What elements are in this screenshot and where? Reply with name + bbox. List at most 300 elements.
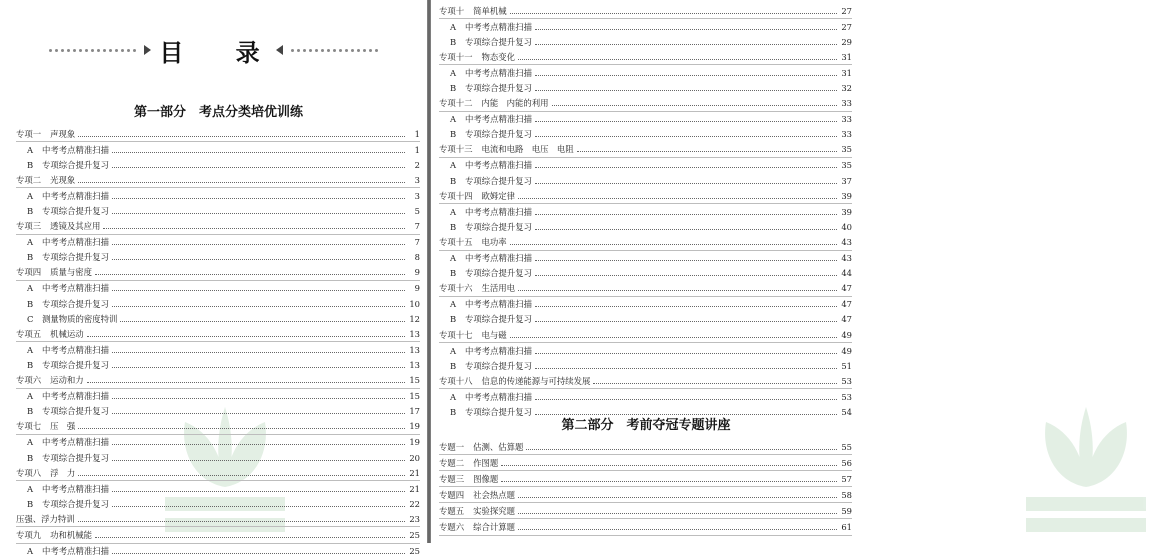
entry-title: 欧姆定律: [481, 190, 515, 201]
entry-code: B: [27, 206, 34, 217]
entry-label: [439, 313, 532, 325]
entry-label: [16, 452, 109, 464]
dot-leader: [510, 243, 837, 245]
entry-title: 功和机械能: [50, 529, 92, 540]
dot-leader: [112, 151, 405, 153]
entry-label: [16, 483, 109, 495]
dot-leader: [526, 448, 837, 450]
toc-entry[interactable]: [439, 3, 852, 19]
toc-subentry[interactable]: [16, 435, 420, 450]
dot-leader: [112, 412, 405, 414]
entry-page-number: 47: [841, 314, 852, 325]
dot-leader: [518, 289, 837, 291]
dot-leader: [112, 443, 405, 445]
entry-label: [439, 82, 532, 94]
entry-title: 中考考点精准扫描: [42, 237, 109, 248]
dot-leader: [87, 335, 405, 337]
entry-page-number: 39: [841, 190, 852, 201]
dot-leader: [577, 150, 837, 152]
entry-page-number: 56: [841, 457, 852, 468]
toc-entry[interactable]: [16, 373, 420, 389]
entry-title: 机械运动: [50, 328, 84, 339]
entry-code: B: [450, 268, 457, 279]
entry-title: 中考考点精准扫描: [42, 190, 109, 201]
entry-label: [16, 529, 92, 541]
dot-leader: [518, 512, 837, 514]
entry-title: 中考考点精准扫描: [42, 144, 109, 155]
toc-subentry[interactable]: [16, 404, 420, 419]
entry-label: [16, 513, 75, 525]
entry-title: 中考考点精准扫描: [465, 114, 532, 125]
toc-entry[interactable]: [439, 519, 852, 535]
dot-leader: [535, 352, 837, 354]
entry-label: [439, 345, 532, 357]
entry-label: [439, 329, 507, 341]
toc-subentry[interactable]: [16, 544, 420, 559]
entry-label: [439, 51, 515, 63]
dot-leader: [112, 243, 405, 245]
entry-title: 专项综合提升复习: [465, 36, 532, 47]
toc-subentry[interactable]: [16, 250, 420, 265]
entry-title: 中考考点精准扫描: [42, 391, 109, 402]
entry-page-number: 47: [841, 283, 852, 294]
toc-entry[interactable]: [16, 219, 420, 235]
dot-leader: [78, 181, 405, 183]
entry-page-number: 7: [414, 221, 420, 232]
entry-code: 专题三: [439, 473, 465, 484]
entry-label: [439, 36, 532, 48]
dot-leader: [78, 427, 405, 429]
toc-subentry[interactable]: [439, 389, 852, 404]
dot-leader: [112, 289, 405, 291]
entry-title: 专项综合提升复习: [465, 314, 532, 325]
entry-code: 专项八: [16, 467, 42, 478]
entry-title: 透镜及其应用: [50, 221, 101, 232]
toc-subentry[interactable]: [439, 204, 852, 219]
entry-code: 专项十三: [439, 144, 473, 155]
entry-code: B: [27, 452, 34, 463]
entry-page-number: 25: [409, 529, 420, 540]
dot-leader: [535, 398, 837, 400]
toc-left-page: [0, 0, 427, 557]
entry-title: 专项综合提升复习: [42, 359, 109, 370]
entry-label: [16, 545, 109, 557]
toc-entry[interactable]: [439, 503, 852, 519]
toc-subentry[interactable]: [16, 450, 420, 465]
entry-page-number: 5: [414, 206, 420, 217]
entry-code: A: [27, 283, 34, 294]
toc-entry[interactable]: [439, 455, 852, 471]
entry-label: [16, 236, 109, 248]
toc-subentry[interactable]: [439, 343, 852, 358]
toc-entry[interactable]: [439, 96, 852, 112]
entry-code: A: [27, 437, 34, 448]
part1-heading: 第一部分 考点分类培优训练: [133, 105, 303, 120]
entry-title: 内能 内能的利用: [481, 98, 549, 109]
entry-page-number: 8: [414, 252, 420, 263]
entry-code: A: [450, 253, 457, 264]
toc-subentry[interactable]: [439, 158, 852, 173]
dot-leader: [78, 135, 405, 137]
entry-page-number: 37: [841, 175, 852, 186]
entry-code: 专项六: [16, 375, 42, 386]
toc-entry[interactable]: [16, 172, 420, 188]
entry-page-number: 61: [841, 522, 852, 533]
entry-code: A: [450, 160, 457, 171]
entry-code: B: [450, 221, 457, 232]
dot-leader: [535, 320, 837, 322]
entry-label: [16, 205, 109, 217]
entry-title: 实验探究题: [473, 505, 515, 516]
dot-leader: [501, 480, 837, 482]
toc-subentry[interactable]: [16, 342, 420, 357]
arrow-left-icon: [276, 45, 283, 55]
entry-code: A: [27, 483, 34, 494]
dot-leader: [552, 104, 838, 106]
entry-label: [16, 220, 100, 232]
entry-code: B: [450, 36, 457, 47]
dot-leader: [535, 89, 837, 91]
entry-page-number: 33: [841, 129, 852, 140]
entry-page-number: 33: [841, 114, 852, 125]
dot-leader: [510, 336, 837, 338]
entry-code: B: [450, 314, 457, 325]
toc-right-page: [431, 0, 857, 543]
entry-page-number: 23: [409, 513, 420, 524]
entry-label: [439, 252, 532, 264]
entry-page-number: 19: [409, 437, 420, 448]
entry-page-number: 10: [409, 298, 420, 309]
entry-page-number: 49: [841, 345, 852, 356]
entry-code: A: [450, 206, 457, 217]
entry-page-number: 21: [409, 467, 420, 478]
toc-subentry[interactable]: [439, 127, 852, 142]
toc-subentry[interactable]: [439, 112, 852, 127]
toc-subentry[interactable]: [439, 65, 852, 80]
entry-label: [16, 174, 75, 186]
entry-label: [16, 298, 109, 310]
entry-label: [439, 267, 532, 279]
dot-leader: [535, 274, 837, 276]
toc-subentry[interactable]: [439, 297, 852, 312]
entry-code: B: [27, 406, 34, 417]
entry-page-number: 27: [841, 21, 852, 32]
toc-subentry[interactable]: [16, 389, 420, 404]
dot-leader: [112, 552, 405, 554]
entry-title: 专项综合提升复习: [465, 129, 532, 140]
toc-subentry[interactable]: [16, 481, 420, 496]
dot-leader: [518, 496, 837, 498]
entry-page-number: 15: [409, 375, 420, 386]
toc-entry[interactable]: [439, 327, 852, 343]
entry-code: B: [450, 175, 457, 186]
entry-code: 专项十: [439, 5, 465, 16]
entry-code: 专项四: [16, 267, 42, 278]
entry-title: 专项综合提升复习: [42, 452, 109, 463]
entry-code: 专项十七: [439, 329, 473, 340]
decor-dots-right: [291, 49, 378, 52]
entry-label: [439, 391, 532, 403]
entry-page-number: 43: [841, 253, 852, 264]
entry-label: [439, 5, 507, 17]
toc-subentry[interactable]: [16, 311, 420, 326]
entry-page-number: 29: [841, 36, 852, 47]
dot-leader: [535, 135, 837, 137]
entry-code: 专项十六: [439, 283, 473, 294]
entry-label: [16, 390, 109, 402]
entry-title: 作图题: [473, 457, 499, 468]
entry-code: 专项九: [16, 529, 42, 540]
toc-subentry[interactable]: [439, 173, 852, 188]
dot-leader: [535, 259, 837, 261]
entry-label: [439, 473, 498, 485]
watermark-logo-icon: [1016, 392, 1156, 542]
entry-label: [439, 67, 532, 79]
entry-page-number: 31: [841, 51, 852, 62]
entry-page-number: 53: [841, 391, 852, 402]
toc-entry[interactable]: [439, 188, 852, 204]
entry-label: [16, 374, 84, 386]
entry-page-number: 15: [409, 391, 420, 402]
entry-code: A: [27, 391, 34, 402]
entry-page-number: 59: [841, 505, 852, 516]
entry-page-number: 35: [841, 160, 852, 171]
entry-page-number: 51: [841, 360, 852, 371]
toc-subentry[interactable]: [439, 19, 852, 34]
part2-heading: 第二部分 考前夺冠专题讲座: [561, 418, 731, 433]
entry-title: 中考考点精准扫描: [465, 391, 532, 402]
entry-page-number: 39: [841, 206, 852, 217]
dot-leader: [535, 74, 837, 76]
entry-code: B: [27, 298, 34, 309]
entry-code: 专题四: [439, 489, 465, 500]
toc-subentry[interactable]: [16, 357, 420, 372]
entry-title: 压强、浮力特训: [16, 513, 75, 524]
entry-code: 专题二: [439, 457, 465, 468]
toc-left-list: [16, 126, 420, 559]
dot-leader: [518, 58, 837, 60]
entry-label: [439, 505, 515, 517]
entry-page-number: 3: [414, 174, 420, 185]
entry-title: 中考考点精准扫描: [465, 160, 532, 171]
entry-page-number: 1: [414, 128, 420, 139]
toc-subentry[interactable]: [16, 188, 420, 203]
entry-label: [16, 467, 75, 479]
entry-label: [439, 175, 532, 187]
toc-subentry[interactable]: [439, 312, 852, 327]
entry-label: [16, 251, 109, 263]
entry-code: 专题六: [439, 522, 465, 533]
entry-code: 专项五: [16, 328, 42, 339]
toc-subentry[interactable]: [439, 34, 852, 49]
entry-code: 专题五: [439, 505, 465, 516]
toc-subentry[interactable]: [439, 358, 852, 373]
dot-leader: [112, 505, 405, 507]
entry-title: 专项综合提升复习: [42, 206, 109, 217]
dot-leader: [120, 320, 405, 322]
entry-title: 电与磁: [481, 329, 507, 340]
entry-page-number: 19: [409, 421, 420, 432]
toc-entry[interactable]: [439, 439, 852, 455]
toc-entry[interactable]: [16, 419, 420, 435]
entry-page-number: 31: [841, 67, 852, 78]
entry-page-number: 54: [841, 406, 852, 417]
entry-label: [16, 128, 75, 140]
arrow-right-icon: [144, 45, 151, 55]
entry-code: B: [450, 360, 457, 371]
entry-label: [439, 128, 532, 140]
entry-title: 中考考点精准扫描: [42, 283, 109, 294]
entry-code: A: [27, 144, 34, 155]
dot-leader: [535, 367, 837, 369]
entry-label: [16, 405, 109, 417]
entry-code: 专项二: [16, 174, 42, 185]
entry-label: [16, 344, 109, 356]
entry-code: A: [450, 391, 457, 402]
entry-page-number: 49: [841, 329, 852, 340]
entry-code: A: [27, 546, 34, 557]
toc-entry[interactable]: [16, 465, 420, 481]
entry-page-number: 20: [409, 452, 420, 463]
entry-code: B: [450, 129, 457, 140]
entry-code: A: [450, 345, 457, 356]
dot-leader: [535, 305, 837, 307]
entry-page-number: 21: [409, 483, 420, 494]
toc-subentry[interactable]: [16, 296, 420, 311]
toc-entry[interactable]: [439, 142, 852, 158]
toc-entry[interactable]: [439, 471, 852, 487]
entry-page-number: 9: [414, 283, 420, 294]
entry-title: 压 强: [50, 421, 76, 432]
toc-subentry[interactable]: [16, 157, 420, 172]
entry-page-number: 47: [841, 299, 852, 310]
toc-entry[interactable]: [16, 126, 420, 142]
entry-page-number: 13: [409, 344, 420, 355]
dot-leader: [95, 536, 405, 538]
entry-page-number: 57: [841, 473, 852, 484]
entry-code: A: [27, 237, 34, 248]
toc-entry[interactable]: [439, 281, 852, 297]
entry-title: 综合计算题: [473, 522, 515, 533]
entry-title: 专项综合提升复习: [465, 406, 532, 417]
entry-label: [16, 313, 117, 325]
entry-code: A: [450, 299, 457, 310]
toc-subentry[interactable]: [439, 266, 852, 281]
entry-page-number: 55: [841, 441, 852, 452]
entry-title: 信息的传递能源与可持续发展: [481, 375, 591, 386]
toc-subentry[interactable]: [16, 496, 420, 511]
dot-leader: [112, 490, 405, 492]
toc-subentry[interactable]: [439, 251, 852, 266]
entry-title: 中考考点精准扫描: [465, 21, 532, 32]
dot-leader: [535, 182, 837, 184]
entry-page-number: 40: [841, 221, 852, 232]
entry-title: 中考考点精准扫描: [465, 345, 532, 356]
entry-label: [439, 21, 532, 33]
toc-subentry[interactable]: [16, 281, 420, 296]
dot-leader: [535, 28, 837, 30]
entry-code: 专项七: [16, 421, 42, 432]
entry-page-number: 33: [841, 98, 852, 109]
entry-page-number: 7: [414, 237, 420, 248]
entry-title: 声现象: [50, 128, 76, 139]
dot-leader: [78, 474, 405, 476]
entry-code: B: [27, 498, 34, 509]
entry-label: [16, 282, 109, 294]
toc-entry[interactable]: [439, 373, 852, 389]
entry-label: [439, 457, 498, 469]
entry-title: 图像题: [473, 473, 499, 484]
entry-code: 专项十一: [439, 51, 473, 62]
dot-leader: [112, 258, 405, 260]
entry-label: [439, 441, 523, 453]
entry-title: 专项综合提升复习: [465, 268, 532, 279]
entry-page-number: 27: [841, 5, 852, 16]
entry-title: 专项综合提升复习: [465, 175, 532, 186]
toc-subentry[interactable]: [16, 142, 420, 157]
entry-title: 专项综合提升复习: [42, 498, 109, 509]
toc-entry[interactable]: [439, 487, 852, 503]
toc-entry[interactable]: [16, 511, 420, 527]
dot-leader: [593, 382, 837, 384]
entry-code: B: [27, 159, 34, 170]
toc-entry[interactable]: [439, 234, 852, 250]
entry-title: 专项综合提升复习: [465, 83, 532, 94]
entry-title: 中考考点精准扫描: [465, 299, 532, 310]
entry-code: A: [450, 114, 457, 125]
entry-title: 电功率: [481, 236, 507, 247]
dot-leader: [112, 166, 405, 168]
decor-dots-left: [49, 49, 136, 52]
toc-entry[interactable]: [16, 527, 420, 543]
entry-label: [439, 360, 532, 372]
entry-label: [16, 266, 92, 278]
toc-subentry[interactable]: [439, 80, 852, 95]
toc-entry[interactable]: [16, 265, 420, 281]
entry-title: 中考考点精准扫描: [465, 253, 532, 264]
dot-leader: [95, 273, 405, 275]
dot-leader: [535, 228, 837, 230]
toc-right-list: [439, 3, 852, 420]
entry-label: [16, 159, 109, 171]
entry-title: 物态变化: [481, 51, 515, 62]
entry-page-number: 3: [414, 190, 420, 201]
entry-label: [439, 236, 507, 248]
entry-label: [16, 328, 84, 340]
entry-title: 生活用电: [481, 283, 515, 294]
toc-title: 目 录: [159, 38, 282, 67]
toc-subentry[interactable]: [439, 219, 852, 234]
entry-title: 专项综合提升复习: [465, 221, 532, 232]
entry-title: 专项综合提升复习: [42, 159, 109, 170]
dot-leader: [103, 227, 405, 229]
entry-title: 光现象: [50, 174, 76, 185]
entry-label: [16, 359, 109, 371]
toc-subentry[interactable]: [16, 235, 420, 250]
toc-entry[interactable]: [439, 49, 852, 65]
entry-code: 专项十四: [439, 190, 473, 201]
entry-title: 专项综合提升复习: [42, 298, 109, 309]
toc-subentry[interactable]: [16, 203, 420, 218]
toc-entry[interactable]: [16, 326, 420, 342]
entry-title: 测量物质的密度特训: [42, 313, 118, 324]
entry-page-number: 9: [414, 267, 420, 278]
dot-leader: [78, 520, 405, 522]
entry-label: [16, 144, 109, 156]
entry-label: [16, 498, 109, 510]
entry-code: C: [27, 313, 34, 324]
dot-leader: [112, 366, 405, 368]
